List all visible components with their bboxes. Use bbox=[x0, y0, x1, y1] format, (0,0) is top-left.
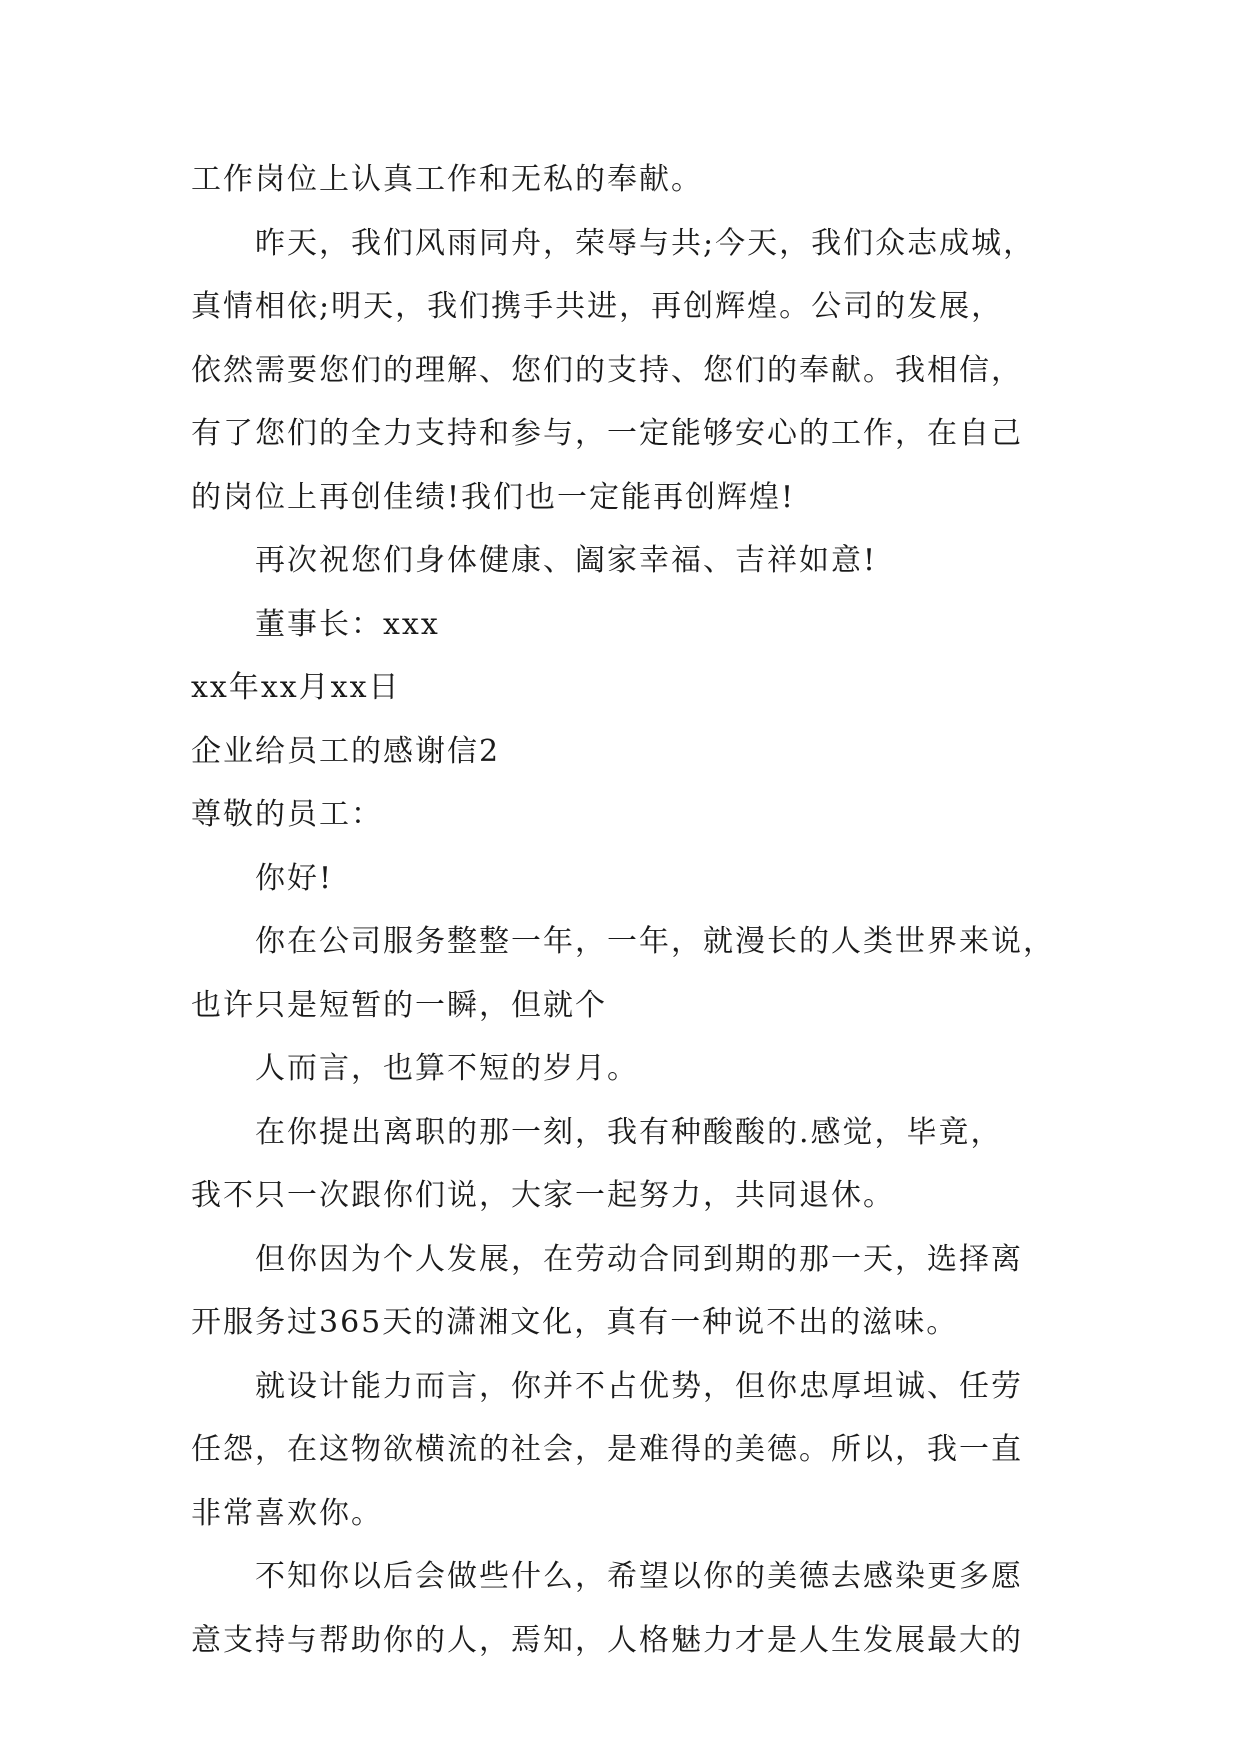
text-line: 在你提出离职的那一刻，我有种酸酸的.感觉，毕竟， bbox=[255, 1114, 1003, 1150]
text-line: 也许只是短暂的一瞬，但就个 bbox=[191, 987, 607, 1023]
text-line: 你在公司服务整整一年，一年，就漫长的人类世界来说， bbox=[255, 924, 1055, 959]
text-line: 人而言，也算不短的岁月。 bbox=[255, 1051, 639, 1086]
greeting: 你好! bbox=[255, 860, 334, 896]
text-line: 不知你以后会做些什么，希望以你的美德去感染更多愿 bbox=[255, 1559, 1023, 1594]
letter-title: 企业给员工的感谢信2 bbox=[191, 733, 501, 769]
salutation: 尊敬的员工： bbox=[191, 797, 383, 832]
date-line: xx年xx月xx日 bbox=[191, 670, 401, 705]
text-line: 就设计能力而言，你并不占优势，但你忠厚坦诚、任劳 bbox=[255, 1368, 1023, 1404]
text-line: 非常喜欢你。 bbox=[191, 1495, 383, 1531]
text-line: 真情相依;明天，我们携手共进，再创辉煌。公司的发展， bbox=[191, 289, 1004, 324]
text-line: 我不只一次跟你们说，大家一起努力，共同退休。 bbox=[191, 1178, 895, 1213]
text-line: 的岗位上再创佳绩!我们也一定能再创辉煌! bbox=[191, 479, 796, 515]
text-line: 但你因为个人发展，在劳动合同到期的那一天，选择离 bbox=[255, 1241, 1023, 1277]
text-line: 工作岗位上认真工作和无私的奉献。 bbox=[191, 162, 703, 197]
text-line: 开服务过365天的潇湘文化，真有一种说不出的滋味。 bbox=[191, 1305, 959, 1340]
text-line: 有了您们的全力支持和参与，一定能够安心的工作，在自己 bbox=[191, 416, 1023, 451]
document-body bbox=[191, 148, 1071, 1672]
text-line: 意支持与帮助你的人，焉知，人格魅力才是人生发展最大的 bbox=[191, 1622, 1023, 1658]
text-line: 再次祝您们身体健康、阖家幸福、吉祥如意! bbox=[255, 543, 878, 578]
text-line: 昨天，我们风雨同舟，荣辱与共;今天，我们众志成城， bbox=[255, 225, 1036, 261]
text-line: 依然需要您们的理解、您们的支持、您们的奉献。我相信， bbox=[191, 352, 1023, 388]
signature-line: 董事长：xxx bbox=[255, 606, 440, 642]
text-line: 任怨，在这物欲横流的社会，是难得的美德。所以，我一直 bbox=[191, 1432, 1023, 1467]
